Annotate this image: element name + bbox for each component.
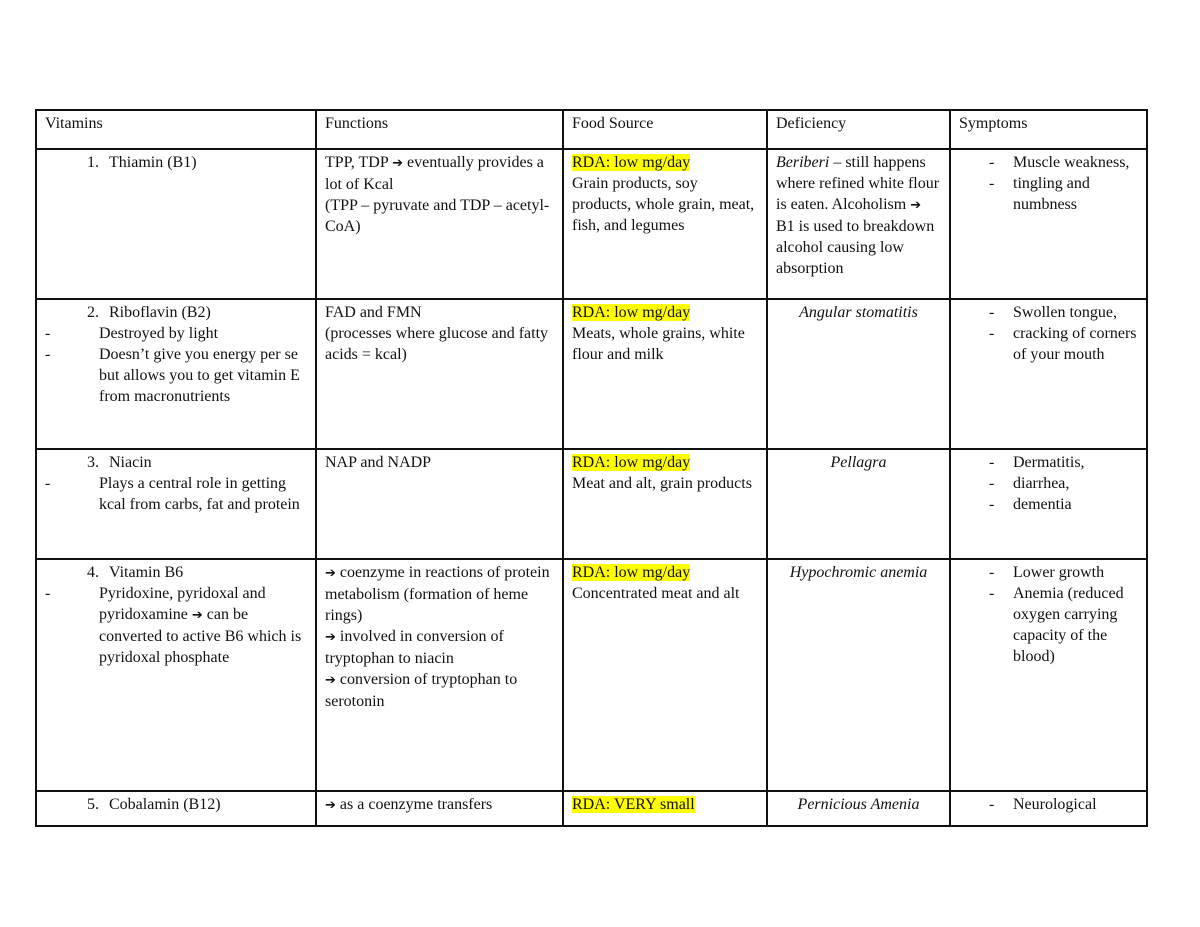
dash-bullet: -: [45, 346, 51, 363]
arrow-icon: ➔: [910, 198, 922, 213]
symptoms-cell: [950, 449, 1147, 559]
deficiency-cell: Pernicious Amenia: [767, 791, 950, 826]
function-line: FAD and FMN: [325, 304, 422, 321]
deficiency-cell: Angular stomatitis: [767, 299, 950, 449]
functions-cell: [316, 791, 563, 826]
vitamin-number: 2.: [87, 304, 99, 321]
symptom-text: Muscle weakness,: [1013, 154, 1130, 171]
list-item: [45, 583, 307, 668]
list-item: [959, 173, 1138, 215]
vitamin-title: [45, 302, 307, 323]
table-row: [36, 791, 1147, 826]
vitamin-number: 5.: [87, 796, 99, 813]
table-row: [36, 449, 1147, 559]
deficiency-cell: [767, 149, 950, 299]
list-item: [959, 473, 1138, 494]
list-item: [45, 323, 307, 344]
food-source-cell: [563, 449, 767, 559]
dash-bullet: -: [989, 154, 995, 171]
list-item: [959, 562, 1138, 583]
function-text: conversion of tryptophan to serotonin: [325, 671, 518, 710]
note-text-part: can be converted to active B6 which is pyridoxal phosphate: [99, 606, 302, 666]
food-text: Concentrated meat and alt: [572, 585, 740, 602]
deficiency-cell: Pellagra: [767, 449, 950, 559]
symptoms-cell: [950, 559, 1147, 791]
deficiency-text: – still happens where refined white flour is eaten. Alcoholism: [776, 154, 940, 213]
food-source-cell: [563, 791, 767, 826]
vitamin-name: Thiamin (B1): [109, 154, 197, 171]
function-text: as a coenzyme transfers: [335, 796, 493, 813]
dash-bullet: -: [45, 325, 51, 342]
vitamin-number: 3.: [87, 454, 99, 471]
dash-bullet: -: [989, 304, 995, 321]
food-source-cell: [563, 299, 767, 449]
vitamin-title: [45, 562, 307, 583]
food-text: Meat and alt, grain products: [572, 475, 752, 492]
list-item: [959, 794, 1138, 815]
vitamin-name: Niacin: [109, 454, 152, 471]
vitamin-cell: [36, 449, 316, 559]
food-text: Grain products, soy products, whole grain, meat, fish, and legumes: [572, 175, 755, 234]
header-vitamins: Vitamins: [36, 110, 316, 149]
function-text: TPP, TDP: [325, 154, 393, 171]
functions-cell: [316, 299, 563, 449]
list-item: [959, 452, 1138, 473]
table-row: [36, 559, 1147, 791]
table-row: [36, 299, 1147, 449]
arrow-icon: ➔: [325, 566, 336, 581]
header-functions: Functions: [316, 110, 563, 149]
food-text: Meats, whole grains, white flour and milk: [572, 325, 745, 363]
food-source-cell: [563, 559, 767, 791]
list-item: [959, 302, 1138, 323]
dash-bullet: -: [989, 564, 995, 581]
dash-bullet: -: [45, 475, 51, 492]
vitamin-name: Vitamin B6: [109, 564, 184, 581]
vitamins-table: [35, 109, 1148, 827]
symptom-text: tingling and numbness: [1013, 175, 1090, 213]
arrow-icon: ➔: [325, 630, 336, 645]
dash-bullet: -: [989, 796, 995, 813]
deficiency-cell: Hypochromic anemia: [767, 559, 950, 791]
table-row: [36, 149, 1147, 299]
vitamin-number: 4.: [87, 564, 99, 581]
note-text-part: Pyridoxine, pyridoxal and pyridoxamine: [99, 585, 266, 623]
dash-bullet: -: [989, 454, 995, 471]
arrow-icon: ➔: [325, 673, 336, 688]
symptom-text: Neurological: [1013, 796, 1097, 813]
symptom-text: Dermatitis,: [1013, 454, 1085, 471]
rda-highlight: RDA: low mg/day: [572, 304, 691, 321]
symptom-text: dementia: [1013, 496, 1072, 513]
symptom-text: Swollen tongue,: [1013, 304, 1117, 321]
list-item: [959, 494, 1138, 515]
vitamin-title: [45, 794, 307, 815]
function-text: eventually provides a lot of Kcal: [325, 154, 544, 193]
symptom-text: Lower growth: [1013, 564, 1105, 581]
vitamin-cell: [36, 559, 316, 791]
note-text: [99, 583, 307, 668]
dash-bullet: -: [45, 585, 51, 602]
functions-cell: [316, 449, 563, 559]
dash-bullet: -: [989, 475, 995, 492]
arrow-icon: ➔: [191, 608, 203, 623]
dash-bullet: -: [989, 325, 995, 342]
arrow-icon: ➔: [325, 798, 336, 813]
vitamin-cell: [36, 299, 316, 449]
deficiency-text: B1 is used to breakdown alcohol causing low absorption: [776, 218, 935, 277]
symptoms-cell: [950, 149, 1147, 299]
function-text: involved in conversion of tryptophan to niacin: [325, 628, 504, 667]
function-line: [325, 794, 554, 816]
dash-bullet: -: [989, 496, 995, 513]
function-line: [325, 626, 554, 669]
note-text: Plays a central role in getting kcal from carbs, fat and protein: [99, 475, 300, 513]
list-item: [45, 473, 307, 515]
list-item: [959, 323, 1138, 365]
arrow-icon: ➔: [392, 156, 404, 171]
symptoms-cell: [950, 299, 1147, 449]
vitamin-name: Cobalamin (B12): [109, 796, 221, 813]
vitamin-title: [45, 152, 307, 173]
dash-bullet: -: [989, 175, 995, 192]
rda-highlight: RDA: low mg/day: [572, 564, 691, 581]
symptom-text: diarrhea,: [1013, 475, 1070, 492]
rda-highlight: RDA: low mg/day: [572, 454, 691, 471]
header-food-source: Food Source: [563, 110, 767, 149]
header-deficiency: Deficiency: [767, 110, 950, 149]
deficiency-name: Beriberi: [776, 154, 830, 171]
function-line: (TPP – pyruvate and TDP – acetyl-CoA): [325, 197, 550, 235]
vitamin-cell: [36, 791, 316, 826]
symptoms-cell: [950, 791, 1147, 826]
list-item: [959, 583, 1138, 667]
vitamin-number: 1.: [87, 154, 99, 171]
note-text: Destroyed by light: [99, 325, 219, 342]
functions-cell: [316, 149, 563, 299]
function-line: [325, 562, 554, 626]
function-line: (processes where glucose and fatty acids = kcal): [325, 325, 549, 363]
list-item: [959, 152, 1138, 173]
header-symptoms: Symptoms: [950, 110, 1147, 149]
symptom-text: Anemia (reduced oxygen carrying capacity of the blood): [1013, 585, 1124, 665]
list-item: [45, 344, 307, 407]
note-text: Doesn’t give you energy per se but allows you to get vitamin E from macronutrients: [99, 346, 300, 405]
vitamin-title: [45, 452, 307, 473]
function-line: NAP and NADP: [325, 454, 432, 471]
function-line: [325, 152, 554, 195]
dash-bullet: -: [989, 585, 995, 602]
vitamin-cell: [36, 149, 316, 299]
table-header-row: [36, 110, 1147, 149]
functions-cell: [316, 559, 563, 791]
function-line: [325, 669, 554, 712]
food-source-cell: [563, 149, 767, 299]
vitamin-name: Riboflavin (B2): [109, 304, 211, 321]
symptom-text: cracking of corners of your mouth: [1013, 325, 1137, 363]
rda-highlight: RDA: VERY small: [572, 796, 695, 813]
rda-highlight: RDA: low mg/day: [572, 154, 691, 171]
function-text: coenzyme in reactions of protein metabolism (formation of heme rings): [325, 564, 550, 624]
